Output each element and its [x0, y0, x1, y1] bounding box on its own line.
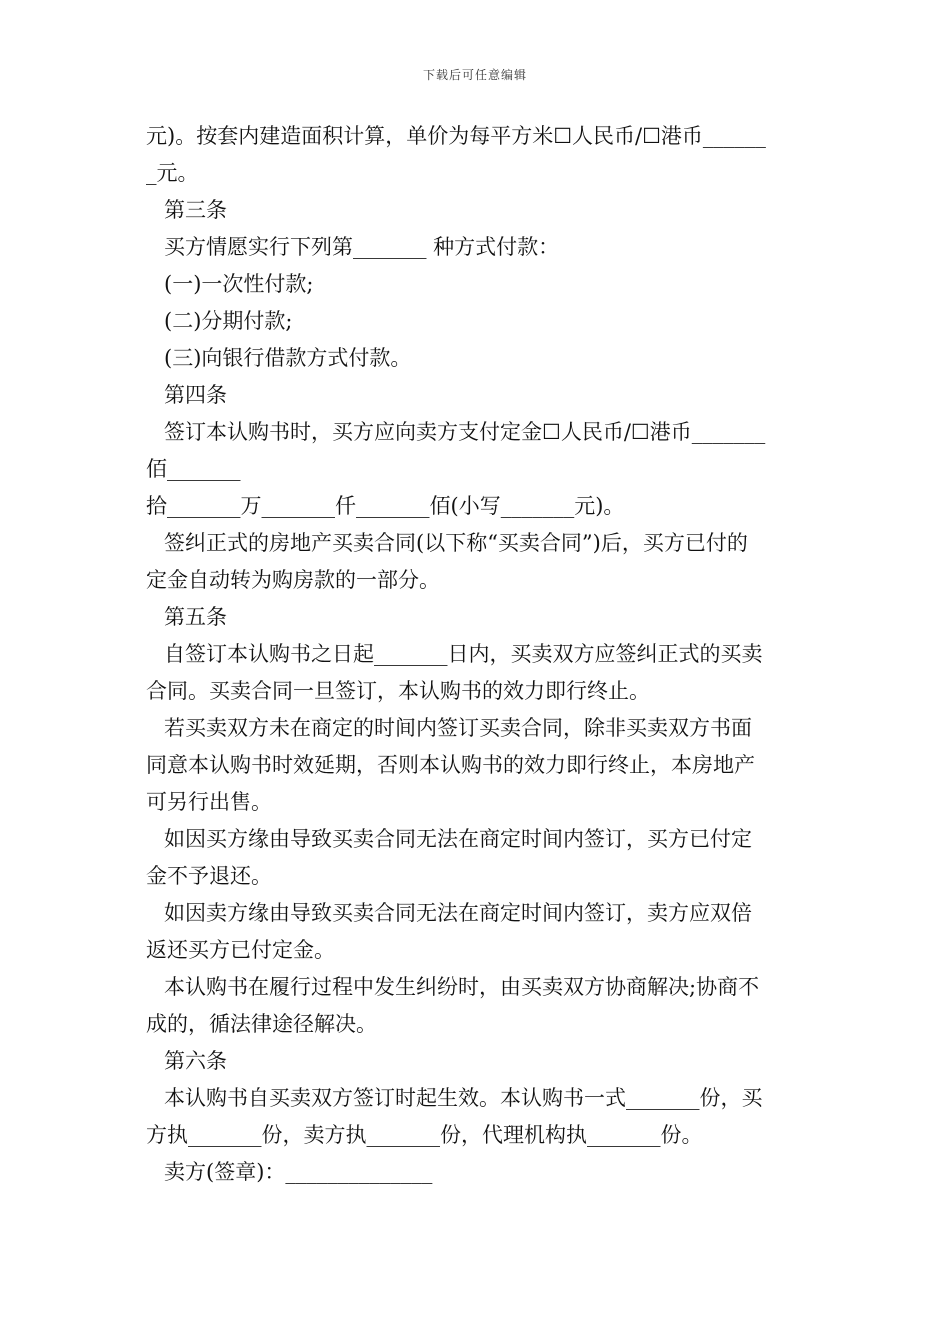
text-line: 佰_______ — [146, 457, 241, 481]
text-line: _元。 — [146, 161, 199, 185]
text-line: 可另行出售。 — [146, 790, 272, 814]
paragraph-start: 如因买方缘由导致买卖合同无法在商定时间内签订，买方已付定 — [164, 827, 752, 851]
signature-line: 卖方(签章)：______________ — [164, 1160, 433, 1184]
text-line: 方执_______份，卖方执_______份，代理机构执_______份。 — [146, 1123, 703, 1147]
paragraph-start: 若买卖双方未在商定的时间内签订买卖合同，除非买卖双方书面 — [164, 716, 752, 740]
page-header: 下载后可任意编辑 — [422, 68, 527, 82]
text-line: 元)。按套内建造面积计算，单价为每平方米☐人民币/☐港币______ — [146, 124, 766, 148]
text-line: 合同。买卖合同一旦签订，本认购书的效力即行终止。 — [146, 679, 650, 703]
paragraph-start: 本认购书自买卖双方签订时起生效。本认购书一式_______份，买 — [164, 1086, 763, 1110]
paragraph-start: 签纠正式的房地产买卖合同(以下称“买卖合同”)后，买方已付的 — [164, 531, 748, 555]
list-item: (三)向银行借款方式付款。 — [164, 346, 412, 370]
article-heading: 第五条 — [164, 605, 227, 629]
text-line: 金不予退还。 — [146, 864, 272, 888]
paragraph-start: 买方情愿实行下列第_______ 种方式付款： — [164, 235, 560, 259]
paragraph-start: 本认购书在履行过程中发生纠纷时，由买卖双方协商解决;协商不 — [164, 975, 760, 999]
paragraph-start: 自签订本认购书之日起_______日内，买卖双方应签纠正式的买卖 — [164, 642, 763, 666]
text-line: 成的，循法律途径解决。 — [146, 1012, 377, 1036]
article-heading: 第四条 — [164, 383, 227, 407]
document-body — [146, 118, 808, 1191]
text-line: 定金自动转为购房款的一部分。 — [146, 568, 440, 592]
list-item: (一)一次性付款; — [164, 272, 314, 296]
paragraph-start: 签订本认购书时，买方应向卖方支付定金☐人民币/☐港币_______ — [164, 420, 766, 444]
text-line: 拾_______万_______仟_______佰(小写_______元)。 — [146, 494, 625, 518]
text-line: 返还买方已付定金。 — [146, 938, 335, 962]
paragraph-start: 如因卖方缘由导致买卖合同无法在商定时间内签订，卖方应双倍 — [164, 901, 752, 925]
list-item: (二)分期付款; — [164, 309, 293, 333]
text-line: 同意本认购书时效延期，否则本认购书的效力即行终止，本房地产 — [146, 753, 755, 777]
article-heading: 第六条 — [164, 1049, 227, 1073]
article-heading: 第三条 — [164, 198, 227, 222]
